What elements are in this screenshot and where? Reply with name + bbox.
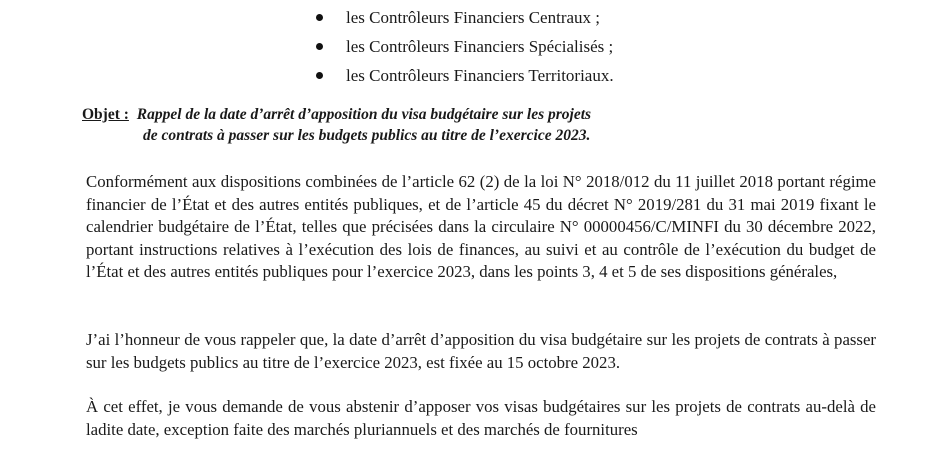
subject-line-1: Rappel de la date d’arrêt d’apposition du visa budgétaire sur les projets	[136, 106, 592, 123]
subject-line-2: de contrats à passer sur les budgets publics au titre de l’exercice 2023.	[143, 127, 591, 144]
recipient-item	[316, 61, 614, 90]
paragraph-deadline: J’ai l’honneur de vous rappeler que, la date d’arrêt d’apposition du visa budgétaire sur les projets de contrats à passer sur les budgets publics au titre de l’exercice 2023, est fixée au 15 octobre 2023.	[86, 330, 876, 372]
bullet-icon	[316, 43, 323, 50]
bullet-icon	[316, 14, 323, 21]
recipient-label: les Contrôleurs Financiers Spécialisés ;	[346, 37, 614, 56]
paragraph-instruction: À cet effet, je vous demande de vous abstenir d’apposer vos visas budgétaires sur les projets de contrats au-delà de ladite date, exception faite des marchés pluriannuels et des marchés de fournitures	[86, 397, 876, 439]
recipient-item	[316, 32, 614, 61]
recipient-label: les Contrôleurs Financiers Centraux ;	[346, 8, 601, 27]
bullet-icon	[316, 72, 323, 79]
recipients-list	[316, 3, 614, 90]
subject-block	[82, 104, 591, 146]
recipient-label: les Contrôleurs Financiers Territoriaux.	[346, 66, 614, 85]
subject-label: Objet :	[82, 106, 129, 123]
paragraph-legal-basis: Conformément aux dispositions combinées de l’article 62 (2) de la loi N° 2018/012 du 11 juillet 2018 portant régime financier de l’État et des autres entités publiques, et de l’article 45 du décret N° 2019/281 du 31 mai 2019 fixant le calendrier budgétaire de l’État, telles que précisées dans la circulaire N° 00000456/C/MINFI du 30 décembre 2022, portant instructions relatives à l’exécution des lois de finances, au suivi et au contrôle de l’exécution du budget de l’État et des autres entités publiques pour l’exercice 2023, dans les points 3, 4 et 5 de ses dispositions générales,	[86, 172, 876, 282]
recipient-item	[316, 3, 614, 32]
